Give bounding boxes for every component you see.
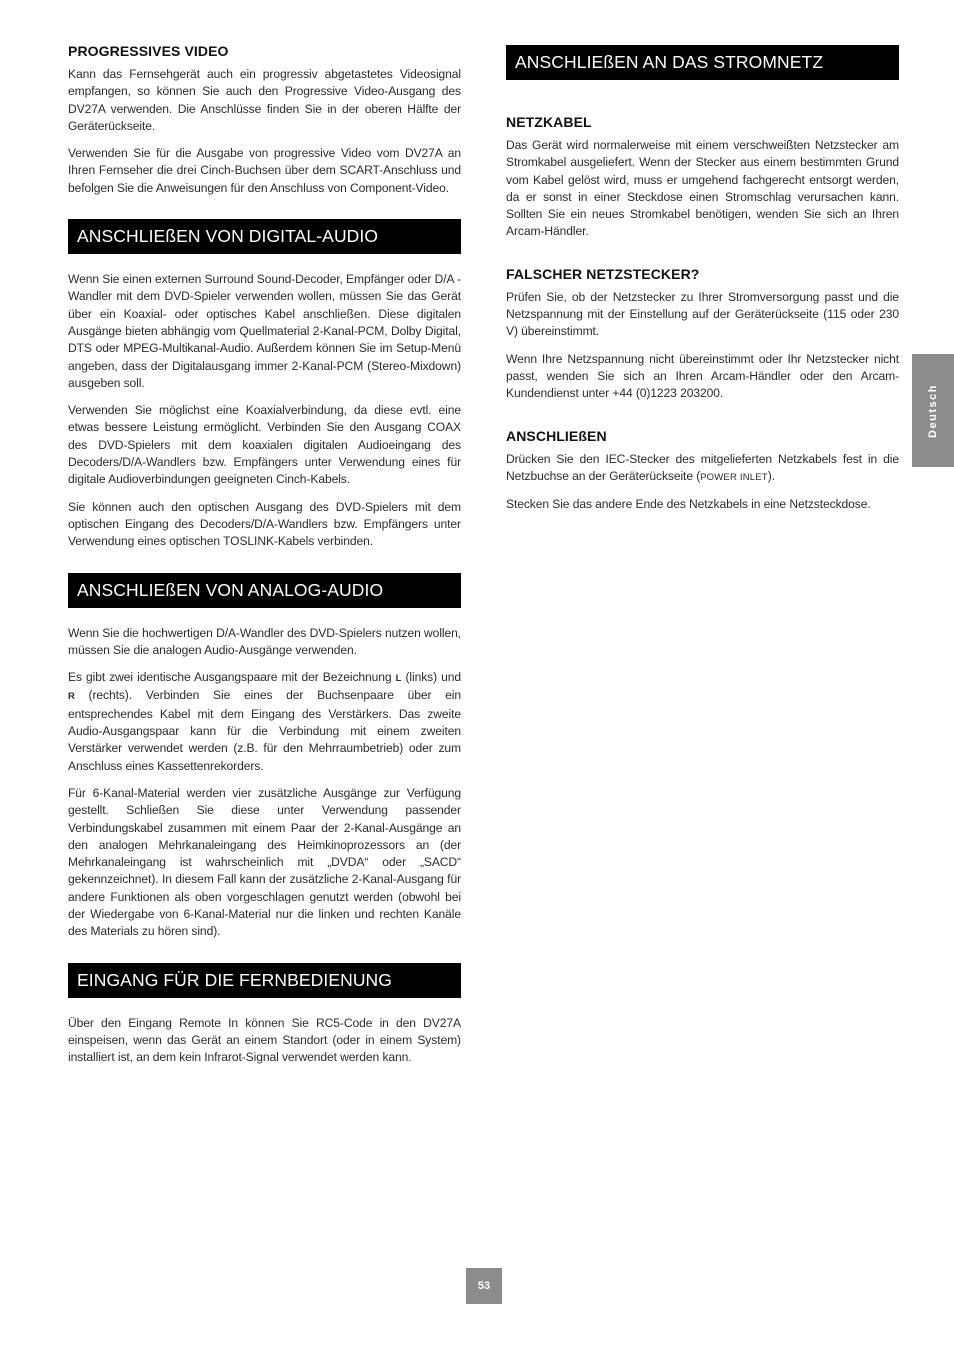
- digital-audio-paragraph-1: Wenn Sie einen externen Surround Sound-Decoder, Empfänger oder D/A -Wandler mit dem DVD-Spieler verwenden wollen, müssen Sie das Gerät über ein Koaxial- oder optisches Kabel anschließen. Diese digitalen Ausgänge bieten abhängig vom Quellmaterial 2-Kanal-PCM, Dolby Digital, DTS oder MPEG-Multikanal-Audio. Außerdem können Sie im Setup-Menü angeben, dass der Digitalausgang immer 2-Kanal-PCM (Stereo-Mixdown) ausgeben soll.: [68, 272, 461, 390]
- language-tab: [912, 354, 954, 467]
- wrong-plug-paragraph-1: Prüfen Sie, ob der Netzstecker zu Ihrer Stromversorgung passt und die Netzspannung mit der Einstellung auf der Geräterückseite (115 oder 230 V) übereinstimmt.: [506, 289, 899, 339]
- left-channel-label: L: [395, 673, 402, 685]
- wrong-plug-paragraph-2: Wenn Ihre Netzspannung nicht übereinstimmt oder Ihr Netzstecker nicht passt, wenden Sie sich an Ihren Arcam-Händler oder den Arcam-Kundendienst unter +44 (0)1223 203200.: [506, 351, 899, 401]
- analog-audio-section-heading: ANSCHLIEßEN VON ANALOG-AUDIO: [68, 573, 461, 608]
- language-tab-label: Deutsch: [927, 383, 939, 438]
- digital-audio-paragraph-2: Verwenden Sie möglichst eine Koaxialverbindung, da diese evtl. eine etwas bessere Leistung ermöglicht. Verbinden Sie den Ausgang COAX des DVD-Spielers mit dem koaxialen digitalen Audioeingang des Decoders/D/A-Wandlers bzw. Empfängers unter Verwendung eines für digitale Audioverbindungen geeigneten Cinch-Kabels.: [68, 403, 461, 487]
- digital-audio-section-heading: ANSCHLIEßEN VON DIGITAL-AUDIO: [68, 219, 461, 254]
- analog-audio-paragraph-3: Für 6-Kanal-Material werden vier zusätzliche Ausgänge zur Verfügung gestellt. Schließen Sie diese unter Verwendung passender Verbindungskabel zusammen mit einem Paar der 2-Kanal-Ausgänge an den analogen Mehrkanaleingang des Heimkinoprozessors an (der Mehrkanaleingang ist wahrscheinlich mit „DVDA“ oder „SACD“ gekennzeichnet). In diesem Fall kann der zusätzliche 2-Kanal-Ausgang für andere Funktionen als oben vorgeschlagen genutzt werden (obwohl bei der Wiedergabe von 6-Kanal-Material nur die linken und rechten Kanäle des Materials zu hören sind).: [68, 785, 461, 939]
- connecting-paragraph-1: [506, 451, 899, 487]
- connecting-text-b: ).: [767, 468, 775, 483]
- progressive-video-paragraph-1: Kann das Fernsehgerät auch ein progressiv abgetastetes Videosignal empfangen, so können Sie auch den Progressive Video-Ausgang des DV27A verwenden. Die Anschlüsse finden Sie in der oberen Hälfte der Geräterückseite.: [68, 67, 461, 133]
- wrong-plug-heading: FALSCHER NETZSTECKER?: [506, 265, 700, 282]
- digital-audio-paragraph-3: Sie können auch den optischen Ausgang des DVD-Spielers mit dem optischen Eingang des Decoders/D/A-Wandlers bzw. Empfängers unter Verwendung eines optischen TOSLINK-Kabels verbinden.: [68, 499, 461, 549]
- connecting-text-a: Drücken Sie den IEC-Stecker des mitgelieferten Netzkabels fest in die Netzbuchse an der Geräterückseite (: [506, 451, 899, 483]
- page-number: 53: [466, 1268, 502, 1304]
- netzkabel-heading: NETZKABEL: [506, 114, 592, 130]
- netzkabel-paragraph-1: Das Gerät wird normalerweise mit einem verschweißten Netzstecker am Stromkabel ausgeliefert. Wenn der Stecker aus einem bestimmten Grund vom Kabel gelöst wird, muss er umgehend fachgerecht entsorgt werden, da er sonst in einer Steckdose einen Stromschlag verursachen kann. Sollten Sie ein neues Stromkabel benötigen, wenden Sie sich an Ihren Arcam-Händler.: [506, 138, 899, 239]
- right-column: [506, 45, 899, 523]
- progressive-video-heading: PROGRESSIVES VIDEO: [68, 43, 229, 59]
- analog-audio-paragraph-1: Wenn Sie die hochwertigen D/A-Wandler des DVD-Spielers nutzen wollen, müssen Sie die analogen Audio-Ausgänge verwenden.: [68, 625, 461, 657]
- analog-audio-text-c: (rechts). Verbinden Sie eines der Buchsenpaare über ein entsprechendes Kabel mit dem Eingang des Verstärkers. Das zweite Audio-Ausgangspaar kann für die Verbindung mit einem zweiten Verstärker verwendet werden (z.B. für den Mehrraumbetrieb) oder zum Anschluss eines Kassettenrekorders.: [68, 688, 462, 773]
- analog-audio-paragraph-2: [68, 669, 461, 775]
- power-connection-section-heading: ANSCHLIEßEN AN DAS STROMNETZ: [506, 45, 899, 80]
- connecting-heading: ANSCHLIEßEN: [506, 427, 607, 444]
- remote-input-paragraph-1: Über den Eingang Remote In können Sie RC5-Code in den DV27A einspeisen, wenn das Gerät an einem Standort (oder in einem System) installiert ist, an dem kein Infrarot-Signal verwendet werden kann.: [68, 1015, 461, 1065]
- analog-audio-text-b: (links) und: [405, 670, 462, 685]
- remote-input-section-heading: EINGANG FÜR DIE FERNBEDIENUNG: [68, 963, 461, 998]
- right-channel-label: R: [68, 691, 75, 703]
- left-column: [68, 42, 461, 1076]
- connecting-paragraph-2: Stecken Sie das andere Ende des Netzkabels in eine Netzsteckdose.: [506, 497, 871, 512]
- power-inlet-label: POWER INLET: [700, 471, 768, 483]
- progressive-video-paragraph-2: Verwenden Sie für die Ausgabe von progressive Video vom DV27A an Ihren Fernseher die drei Cinch-Buchsen über dem SCART-Anschluss und befolgen Sie die Anweisungen für den Anschluss von Component-Video.: [68, 146, 461, 195]
- analog-audio-text-a: Es gibt zwei identische Ausgangspaare mit der Bezeichnung: [68, 670, 392, 685]
